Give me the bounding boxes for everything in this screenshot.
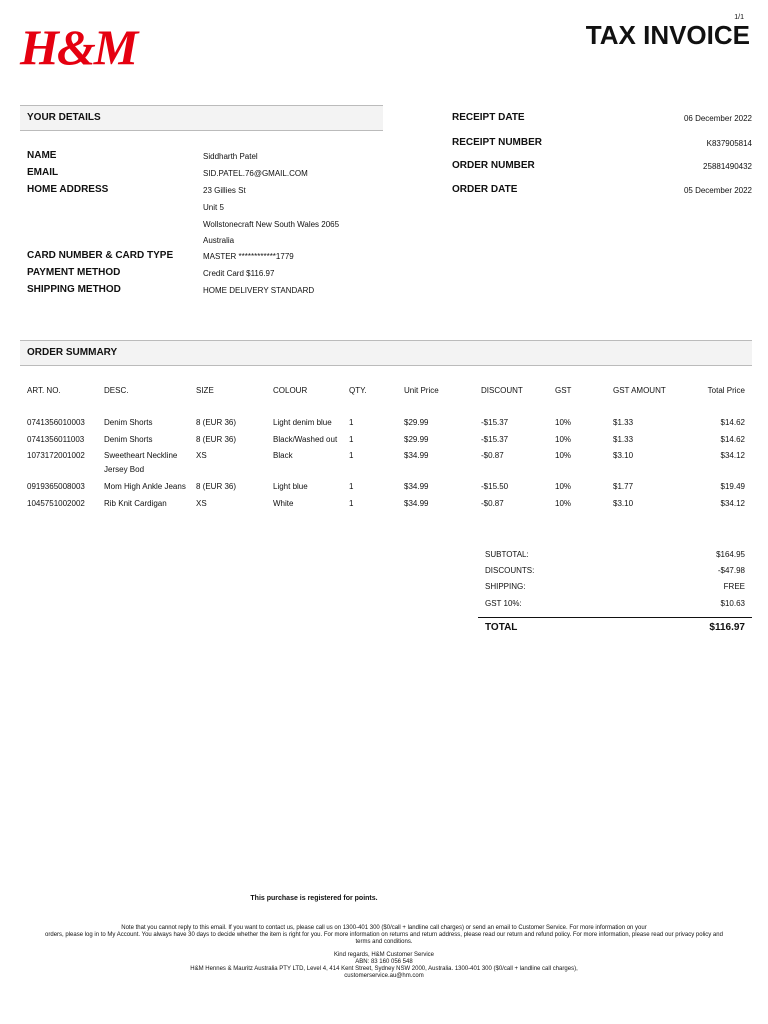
address-line: Wollstonecraft New South Wales 2065 <box>203 220 340 229</box>
size: 8 (EUR 36) <box>196 418 237 427</box>
total-divider <box>478 617 752 618</box>
gst-amount: $1.77 <box>613 482 634 491</box>
shipping-method-value: HOME DELIVERY STANDARD <box>203 286 315 295</box>
discount: -$0.87 <box>481 451 504 460</box>
order-date-label: ORDER DATE <box>452 184 518 195</box>
colour: Light denim blue <box>273 418 332 427</box>
footer-company: H&M Hennes & Mauritz Australia PTY LTD, Level 4, 414 Kent Street, Sydney NSW 2000, Australia. 1300-401 300 ($0/call + landline call charges), <box>190 966 578 972</box>
unit-price: $34.99 <box>404 451 429 460</box>
gst: 10% <box>555 482 572 491</box>
gst: 10% <box>555 418 572 427</box>
unit-price: $29.99 <box>404 435 429 444</box>
gst: 10% <box>555 451 572 460</box>
gst: 10% <box>555 435 572 444</box>
payment-method-label: PAYMENT METHOD <box>27 267 121 278</box>
quantity: 1 <box>349 418 354 427</box>
page-number: 1/1 <box>734 14 744 21</box>
payment-method-value: Credit Card $116.97 <box>203 269 275 278</box>
name-value: Siddharth Patel <box>203 152 258 161</box>
points-note: This purchase is registered for points. <box>250 895 378 902</box>
column-header: DISCOUNT <box>481 386 523 395</box>
receipt-number-value: K837905814 <box>706 139 752 148</box>
hm-logo: H&M <box>20 19 137 75</box>
footer-note-line: terms and conditions. <box>355 939 413 945</box>
total-price: $14.62 <box>720 418 745 427</box>
total-price: $34.12 <box>720 451 745 460</box>
art-number: 0741356010003 <box>27 418 85 427</box>
receipt-date-label: RECEIPT DATE <box>452 112 525 123</box>
unit-price: $29.99 <box>404 418 429 427</box>
size: XS <box>196 451 207 460</box>
total-price: $34.12 <box>720 499 745 508</box>
colour: Black <box>273 451 293 460</box>
total-value: $116.97 <box>709 622 745 633</box>
order-number-label: ORDER NUMBER <box>452 160 535 171</box>
colour: Light blue <box>273 482 308 491</box>
description: Sweetheart Neckline <box>104 451 178 460</box>
email-value: SID.PATEL.76@GMAIL.COM <box>203 169 308 178</box>
description: Denim Shorts <box>104 435 153 444</box>
quantity: 1 <box>349 482 354 491</box>
description: Denim Shorts <box>104 418 153 427</box>
quantity: 1 <box>349 451 354 460</box>
card-label: CARD NUMBER & CARD TYPE <box>27 250 174 261</box>
gst-amount: $3.10 <box>613 451 634 460</box>
column-header: DESC. <box>104 386 129 395</box>
size: XS <box>196 499 207 508</box>
gst-amount: $3.10 <box>613 499 634 508</box>
unit-price: $34.99 <box>404 499 429 508</box>
size: 8 (EUR 36) <box>196 482 237 491</box>
discount: -$15.37 <box>481 435 509 444</box>
column-header: Total Price <box>707 386 745 395</box>
column-header: Unit Price <box>404 386 439 395</box>
email-label: EMAIL <box>27 167 59 178</box>
subtotal-label: SUBTOTAL: <box>485 550 529 559</box>
name-label: NAME <box>27 150 57 161</box>
footer-note-line: orders, please log in to My Account. You always have 30 days to decide whether the item is right for you. For more information on returns and return address, please read our return and refund policy. For more information, please read our privacy policy and <box>45 932 723 938</box>
quantity: 1 <box>349 499 354 508</box>
unit-price: $34.99 <box>404 482 429 491</box>
column-header: ART. NO. <box>27 386 61 395</box>
art-number: 0919365008003 <box>27 482 85 491</box>
shipping-label: SHIPPING: <box>485 582 526 591</box>
footer-note-line: Note that you cannot reply to this email. If you want to contact us, please call us on 1300-401 300 ($0/call + landline call charges) or send an email to Customer Service. For more information on your <box>121 925 647 931</box>
order-summary-heading: ORDER SUMMARY <box>20 340 752 366</box>
page-title: TAX INVOICE <box>585 20 750 50</box>
gst-amount: $1.33 <box>613 435 634 444</box>
column-header: QTY. <box>349 386 367 395</box>
shipping-value: FREE <box>723 582 745 591</box>
footer-abn: ABN: 83 160 056 548 <box>355 959 413 965</box>
description: Rib Knit Cardigan <box>104 499 167 508</box>
quantity: 1 <box>349 435 354 444</box>
gst: 10% <box>555 499 572 508</box>
your-details-heading: YOUR DETAILS <box>20 105 383 131</box>
card-value: MASTER ************1779 <box>203 252 294 261</box>
shipping-method-label: SHIPPING METHOD <box>27 284 121 295</box>
colour: Black/Washed out <box>273 435 338 444</box>
column-header: GST <box>555 386 572 395</box>
gst-total-label: GST 10%: <box>485 599 522 608</box>
discount: -$0.87 <box>481 499 504 508</box>
art-number: 1045751002002 <box>27 499 85 508</box>
address-line: Australia <box>203 236 235 245</box>
art-number: 0741356011003 <box>27 435 85 444</box>
column-header: COLOUR <box>273 386 308 395</box>
address-line: Unit 5 <box>203 203 224 212</box>
gst-amount: $1.33 <box>613 418 634 427</box>
total-price: $19.49 <box>720 482 745 491</box>
footer-email: customerservice.au@hm.com <box>344 973 424 979</box>
address-line: 23 Gillies St <box>203 186 246 195</box>
order-number-value: 25881490432 <box>703 162 752 171</box>
discounts-label: DISCOUNTS: <box>485 566 535 575</box>
column-header: SIZE <box>196 386 214 395</box>
art-number: 1073172001002 <box>27 451 85 460</box>
total-label: TOTAL <box>485 622 518 633</box>
description: Mom High Ankle Jeans <box>104 482 186 491</box>
colour: White <box>273 499 294 508</box>
total-price: $14.62 <box>720 435 745 444</box>
description-continued: Jersey Bod <box>104 465 145 474</box>
footer-regards: Kind regards, H&M Customer Service <box>333 952 435 958</box>
column-header: GST AMOUNT <box>613 386 666 395</box>
discounts-value: -$47.98 <box>717 566 745 575</box>
discount: -$15.37 <box>481 418 509 427</box>
size: 8 (EUR 36) <box>196 435 237 444</box>
home-address-label: HOME ADDRESS <box>27 184 109 195</box>
receipt-date-value: 06 December 2022 <box>683 114 752 123</box>
subtotal-value: $164.95 <box>716 550 745 559</box>
receipt-number-label: RECEIPT NUMBER <box>452 137 543 148</box>
gst-total-value: $10.63 <box>720 599 745 608</box>
discount: -$15.50 <box>481 482 509 491</box>
order-date-value: 05 December 2022 <box>683 186 752 195</box>
